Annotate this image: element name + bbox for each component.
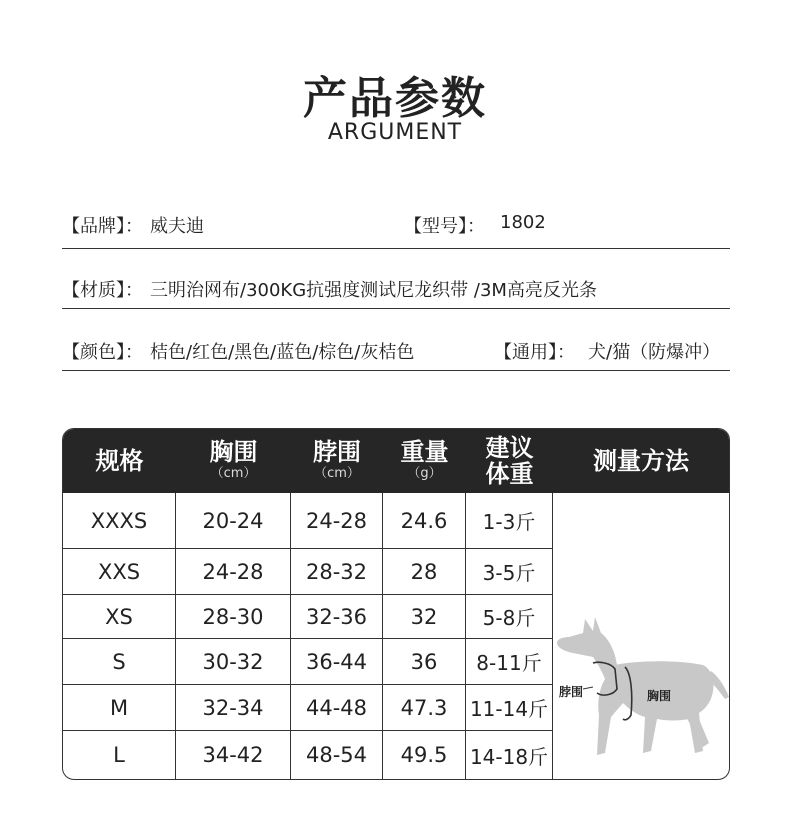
cell-chest: 20-24: [176, 493, 291, 549]
info-row-color: [62, 334, 730, 371]
material-value: 三明治网布/300KG抗强度测试尼龙织带 /3M高亮反光条: [150, 280, 597, 301]
cell-chest: 28-30: [176, 595, 291, 639]
cell-chest: 32-34: [176, 685, 291, 731]
cell-weight: 36: [383, 639, 466, 685]
usage-label: 【通用】：: [494, 342, 575, 363]
size-table: [62, 428, 730, 780]
cell-weight: 49.5: [383, 731, 466, 779]
usage-value: 犬/猫（防爆冲）: [588, 342, 721, 363]
cell-suggested-weight: 11-14斤: [466, 685, 553, 731]
cell-neck: 36-44: [291, 639, 383, 685]
header-neck: [291, 429, 383, 493]
cell-neck: 28-32: [291, 549, 383, 595]
header-weight-label: 重量: [400, 438, 449, 466]
cell-size: L: [63, 731, 176, 779]
dog-silhouette-icon: [553, 493, 729, 779]
cell-neck: 24-28: [291, 493, 383, 549]
cell-weight: 24.6: [383, 493, 466, 549]
neck-measure-label: 脖围: [559, 685, 584, 699]
chest-measure-label: 胸围: [647, 689, 672, 703]
model-label: 【型号】：: [404, 216, 485, 237]
cell-size: XS: [63, 595, 176, 639]
cell-weight: 32: [383, 595, 466, 639]
cell-neck: 32-36: [291, 595, 383, 639]
cell-size: XXXS: [63, 493, 176, 549]
cell-suggested-weight: 14-18斤: [466, 731, 553, 779]
cell-weight: 28: [383, 549, 466, 595]
header-suggested-weight: [466, 429, 553, 493]
brand-label: 【品牌】：: [62, 216, 143, 237]
header-measure-method: [553, 429, 729, 493]
cell-size: M: [63, 685, 176, 731]
material-label: 【材质】：: [62, 280, 143, 301]
table-header: [63, 429, 729, 493]
cell-chest: 34-42: [176, 731, 291, 779]
header-chest-unit: （cm）: [210, 466, 257, 481]
page-title: 产品参数: [303, 73, 487, 124]
brand-value: 威夫迪: [150, 216, 204, 237]
cell-size: XXS: [63, 549, 176, 595]
color-value: 桔色/红色/黑色/蓝色/棕色/灰桔色: [150, 342, 415, 363]
measure-diagram: [553, 493, 729, 779]
header-neck-label: 脖围: [313, 438, 361, 466]
cell-chest: 30-32: [176, 639, 291, 685]
info-row-brand: [62, 206, 730, 249]
header-weight-unit: （g）: [407, 466, 442, 481]
cell-size: S: [63, 639, 176, 685]
info-row-material: [62, 270, 730, 309]
cell-suggested-weight: 8-11斤: [466, 639, 553, 685]
cell-suggested-weight: 5-8斤: [466, 595, 553, 639]
model-value: 1802: [500, 212, 546, 233]
page-subtitle: ARGUMENT: [327, 120, 463, 145]
cell-neck: 44-48: [291, 685, 383, 731]
cell-neck: 48-54: [291, 731, 383, 779]
header-measure-method-label: 测量方法: [593, 447, 689, 475]
header-chest-label: 胸围: [209, 438, 258, 466]
header-size: [63, 429, 176, 493]
cell-weight: 47.3: [383, 685, 466, 731]
header-neck-unit: （cm）: [314, 466, 360, 481]
header-chest: [176, 429, 291, 493]
cell-chest: 24-28: [176, 549, 291, 595]
header-suggested-weight-label: 建议 体重: [485, 434, 534, 488]
cell-suggested-weight: 3-5斤: [466, 549, 553, 595]
cell-suggested-weight: 1-3斤: [466, 493, 553, 549]
header-size-label: 规格: [95, 447, 144, 475]
color-label: 【颜色】：: [62, 342, 143, 363]
header-weight: [383, 429, 466, 493]
